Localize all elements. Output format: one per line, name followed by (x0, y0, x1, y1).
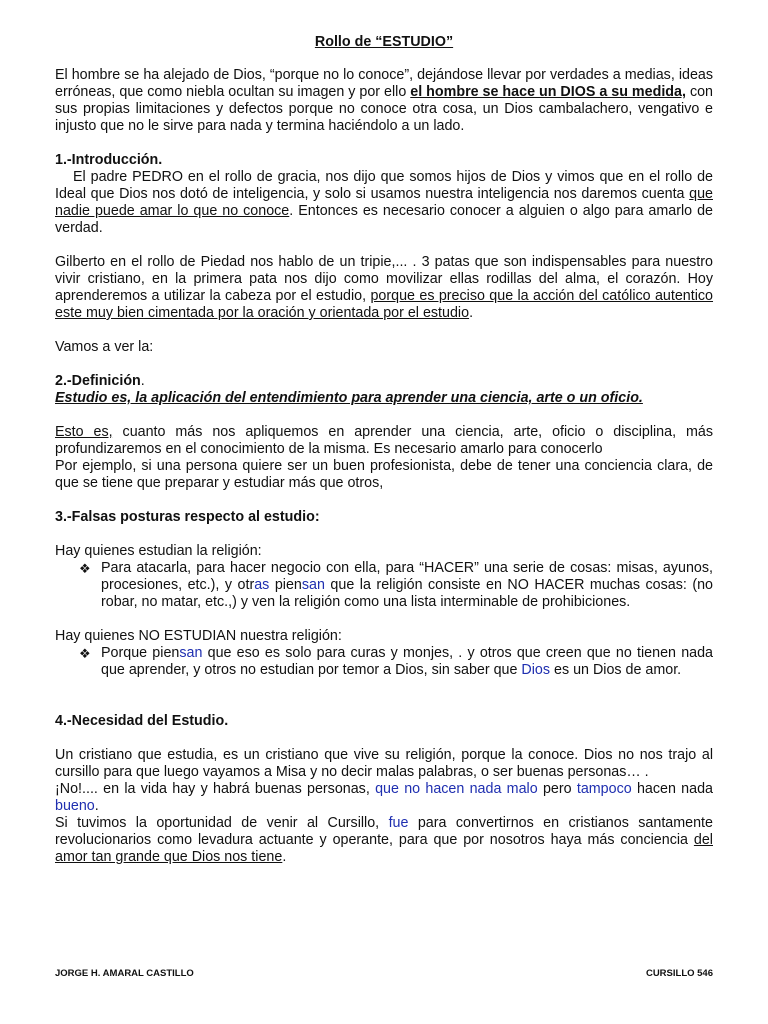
intro-text-2: con sus propias limitaciones y defectos porque no conoce otra cosa, un Dios cambalachero, vengativo e injusto que no le sirve para nada y termina haciéndolo a un lado. (55, 84, 713, 134)
b1-blue-2: san (301, 577, 325, 593)
section-1-paragraph-2 (55, 254, 713, 322)
s4-p2-blue-3: bueno (55, 798, 95, 814)
b2-blue-2: Dios (521, 662, 551, 678)
section-4-paragraph-3 (55, 815, 713, 866)
section-4-heading: 4.-Necesidad del Estudio. (55, 713, 229, 729)
section-2-heading-line (55, 373, 713, 390)
s1-p1-text: El padre PEDRO en el rollo de gracia, nos dijo que somos hijos de Dios y vimos que en el rollo de Ideal que Dios nos dotó de inteligencia, y solo si usamos nuestra inteligencia nos daremos cuenta (55, 169, 713, 202)
s4-p2-text-c: hacen nada (631, 781, 713, 797)
section-3-lead-2: Hay quienes NO ESTUDIAN nuestra religión: (55, 628, 342, 644)
document-title: Rollo de “ESTUDIO” (314, 34, 454, 50)
s4-p3-blue: fue (388, 815, 409, 831)
s1-p1-underlined: que nadie puede amar lo que no conoce (55, 186, 713, 219)
b2-text-b: que eso es solo para curas y monjes, . y otros que creen que no tienen nada que aprender, y otros no estudian por temor a Dios, sin saber que (101, 645, 713, 678)
s1-p2-text-end: . (469, 305, 474, 321)
footer-author: JORGE H. AMARAL CASTILLO (55, 968, 194, 979)
s4-p3-text-c: . (282, 849, 287, 865)
section-2-paragraph-1 (55, 424, 713, 458)
footer-course: CURSILLO 546 (645, 968, 713, 979)
list-item (55, 645, 713, 679)
document-page (55, 34, 713, 866)
b1-text-b: pien (269, 577, 302, 593)
s4-p2-text-b: pero (537, 781, 577, 797)
section-1-paragraph-1 (55, 169, 713, 237)
section-3-heading: 3.-Falsas posturas respecto al estudio: (55, 509, 320, 525)
list-item (55, 560, 713, 611)
s4-p2-text-d: . (94, 798, 99, 814)
intro-emphasis: el hombre se hace un DIOS a su medida, (410, 84, 686, 100)
s1-p1-text-end: . Entonces es necesario conocer a alguien o algo para amarlo de verdad. (55, 203, 713, 236)
section-2-paragraph-2: Por ejemplo, si una persona quiere ser un buen profesionista, debe de tener una conciencia clara, de que se tiene que preparar y estudiar más que otros, (55, 458, 713, 491)
s1-p2-text: Gilberto en el rollo de Piedad nos hablo de un tripie,... . 3 patas que son indispensables para nuestro vivir cristiano, en la primera pata nos dijo como movilizar ellas rodillas del alma, el corazón. Hoy aprenderemos a utilizar la cabeza por el estudio, (55, 254, 713, 304)
intro-paragraph (55, 67, 713, 135)
s4-p3-text-b: para convertirnos en cristianos santamente revolucionarios como levadura actuante y operante, para que por nosotros haya más conciencia (55, 815, 713, 848)
s2-p1-underlined: Esto es, (55, 424, 113, 440)
s1-p2-underlined: porque es preciso que la acción del católico autentico este muy bien cimentada por la oración y orientada por el estudio (55, 288, 714, 321)
intro-text-1: El hombre se ha alejado de Dios, “porque no lo conoce”, dejándose llevar por verdades a medias, ideas erróneas, que como niebla ocultan su imagen y por ello (55, 67, 713, 100)
b1-text-c: que la religión consiste en NO HACER muchas cosas: (no robar, no matar, etc.,) y ven la religión como una lista interminable de prohibiciones. (101, 577, 713, 610)
b1-blue-1: as (254, 577, 270, 593)
section-1-heading: 1.-Introducción. (55, 152, 163, 168)
diamond-bullet-icon: ❖ (79, 561, 91, 576)
b2-text-a: Porque pien (101, 645, 180, 661)
s4-p2-blue-1: que no hacen nada malo (375, 781, 538, 797)
s4-p2-text-a: ¡No!.... en la vida hay y habrá buenas personas, (55, 781, 376, 797)
section-3-lead-1: Hay quienes estudian la religión: (55, 543, 262, 559)
section-2-heading-tail: . (140, 373, 145, 389)
s4-p3-text-a: Si tuvimos la oportunidad de venir al Cursillo, (55, 815, 389, 831)
section-4-paragraph-1: Un cristiano que estudia, es un cristiano que vive su religión, porque la conoce. Dios no nos trajo al cursillo para que luego vayamos a Misa y no decir malas palabras, o ser buenas personas… . (55, 747, 713, 780)
b1-text-a: Para atacarla, para hacer negocio con ella, para “HACER” una serie de cosas: misas, ayunos, procesiones, etc.), y otr (101, 560, 713, 593)
section-4-paragraph-2 (55, 781, 713, 815)
s4-p3-underlined: del amor tan grande que Dios nos tiene (55, 832, 713, 865)
b2-blue-1: san (179, 645, 203, 661)
b2-text-c: es un Dios de amor. (550, 662, 682, 678)
s4-p2-blue-2: tampoco (576, 781, 632, 797)
section-2-heading: 2.-Definición (55, 373, 141, 389)
diamond-bullet-icon: ❖ (79, 646, 91, 661)
definition-text: Estudio es, la aplicación del entendimiento para aprender una ciencia, arte o un oficio. (55, 390, 643, 406)
section-1-paragraph-3: Vamos a ver la: (55, 339, 154, 355)
s2-p1-text: cuanto más nos apliquemos en aprender una ciencia, arte, oficio o disciplina, más profundizaremos en el conocimiento de la misma. Es necesario amarlo para conocerlo (55, 424, 713, 457)
